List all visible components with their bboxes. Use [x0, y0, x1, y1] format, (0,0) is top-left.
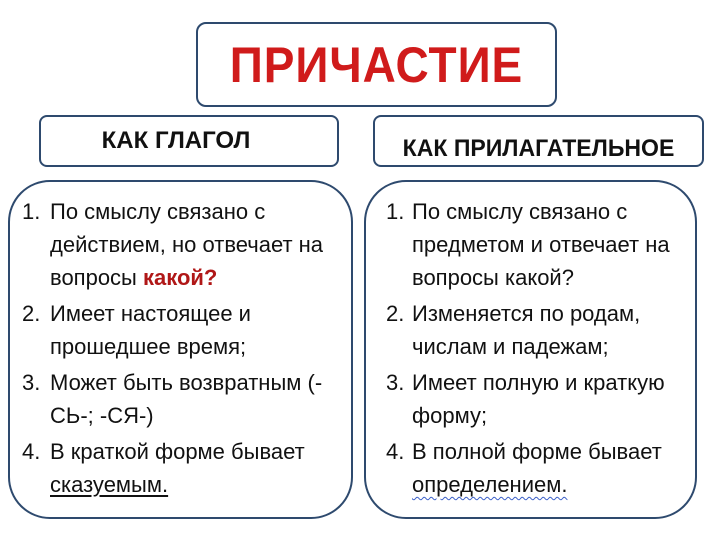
verb-features-list — [10, 195, 351, 501]
list-item: 4. В полной форме бывает определением. — [386, 439, 662, 497]
diagram-title: ПРИЧАСТИЕ — [229, 36, 524, 93]
verb-heading-box — [39, 115, 339, 167]
question-accent: какой? — [142, 265, 218, 290]
underlined-term: определением. — [412, 472, 568, 497]
list-item: 1. По смыслу связано с предметом и отвечает на вопросы какой? — [386, 199, 670, 290]
list-item: 1. По смыслу связано с действием, но отвечает на вопросы какой? — [22, 199, 324, 290]
adjective-heading-box — [373, 115, 704, 167]
list-item: 3. Имеет полную и краткую форму; — [386, 370, 665, 428]
title-box — [196, 22, 557, 107]
list-item: 4. В краткой форме бывает сказуемым. — [22, 439, 305, 497]
adjective-features-list — [366, 195, 695, 501]
list-item: 2. Изменяется по родам, числам и падежам; — [386, 301, 641, 359]
verb-features-box — [8, 180, 353, 519]
adjective-heading: КАК ПРИЛАГАТЕЛЬНОЕ — [402, 135, 675, 162]
list-item: 3. Может быть возвратным (-СЬ-; -СЯ-) — [22, 370, 323, 428]
underlined-term: сказуемым. — [50, 472, 169, 497]
adjective-features-box — [364, 180, 697, 519]
verb-heading: КАК ГЛАГОЛ — [101, 127, 251, 154]
list-item: 2. Имеет настоящее и прошедшее время; — [22, 301, 251, 359]
